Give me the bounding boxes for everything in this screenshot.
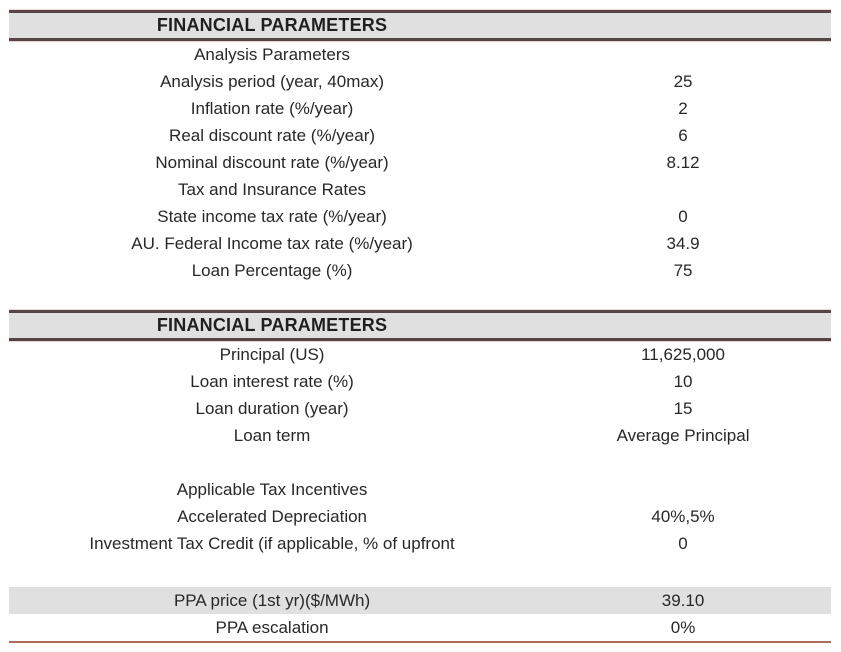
blank-row	[9, 449, 831, 476]
parameter-value: 25	[673, 71, 693, 91]
table-row	[9, 395, 831, 422]
parameter-label: Inflation rate (%/year)	[190, 98, 354, 118]
ppa-escalation-row	[9, 614, 831, 641]
parameter-value: 0	[678, 206, 688, 226]
parameter-label: Investment Tax Credit (if applicable, % of upfront	[89, 533, 455, 553]
parameter-label: Principal (US)	[219, 344, 325, 364]
parameter-label: AU. Federal Income tax rate (%/year)	[131, 233, 413, 253]
table-row	[9, 149, 831, 176]
parameter-label: Loan term	[233, 425, 311, 445]
section1-title: FINANCIAL PARAMETERS	[156, 15, 388, 35]
parameter-label: Loan Percentage (%)	[191, 260, 353, 280]
parameter-label: Nominal discount rate (%/year)	[155, 152, 389, 172]
table-row	[9, 95, 831, 122]
section2-title: FINANCIAL PARAMETERS	[156, 315, 388, 335]
parameter-value: 0	[678, 533, 688, 553]
parameter-label: PPA escalation	[215, 617, 329, 637]
section2-header	[9, 310, 831, 341]
parameter-value: 39.10	[661, 590, 705, 610]
parameter-label: State income tax rate (%/year)	[157, 206, 387, 226]
table-row	[9, 503, 831, 530]
parameter-value: 6	[678, 125, 688, 145]
parameter-value: 11,625,000	[641, 344, 725, 364]
table-row	[9, 368, 831, 395]
section-gap	[9, 284, 831, 310]
parameter-value: 75	[673, 260, 693, 280]
parameter-label: Real discount rate (%/year)	[169, 125, 376, 145]
parameter-label: Analysis period (year, 40max)	[160, 71, 384, 91]
table-row	[9, 122, 831, 149]
table-row	[9, 530, 831, 557]
table-row	[9, 341, 831, 368]
parameter-value: 15	[673, 398, 693, 418]
parameter-value: 8.12	[666, 152, 700, 172]
ppa-price-row	[9, 587, 831, 614]
financial-parameters-table	[9, 10, 831, 643]
parameter-value: 0%	[670, 617, 696, 637]
section3-rows	[9, 587, 831, 641]
parameter-label: Accelerated Depreciation	[177, 506, 368, 526]
section2-rows	[9, 341, 831, 557]
parameter-value: 10	[673, 371, 693, 391]
table-row	[9, 257, 831, 284]
parameter-label: Applicable Tax Incentives	[176, 479, 368, 499]
parameter-label: Analysis Parameters	[194, 44, 350, 64]
parameter-value: 40%,5%	[651, 506, 715, 526]
table-row	[9, 176, 831, 203]
table-row	[9, 203, 831, 230]
table-row	[9, 68, 831, 95]
parameter-label: Tax and Insurance Rates	[178, 179, 367, 199]
parameter-label: Loan duration (year)	[195, 398, 349, 418]
table-row	[9, 476, 831, 503]
parameter-value: 2	[678, 98, 688, 118]
parameter-label: Loan interest rate (%)	[190, 371, 354, 391]
section1-header	[9, 10, 831, 41]
parameter-value: 34.9	[666, 233, 700, 253]
table-row	[9, 230, 831, 257]
section-gap	[9, 557, 831, 587]
table-row	[9, 41, 831, 68]
table-bottom-rule	[9, 641, 831, 643]
parameter-label: PPA price (1st yr)($/MWh)	[173, 590, 371, 610]
section1-rows	[9, 41, 831, 284]
parameter-value: Average Principal	[616, 425, 750, 445]
table-row	[9, 422, 831, 449]
